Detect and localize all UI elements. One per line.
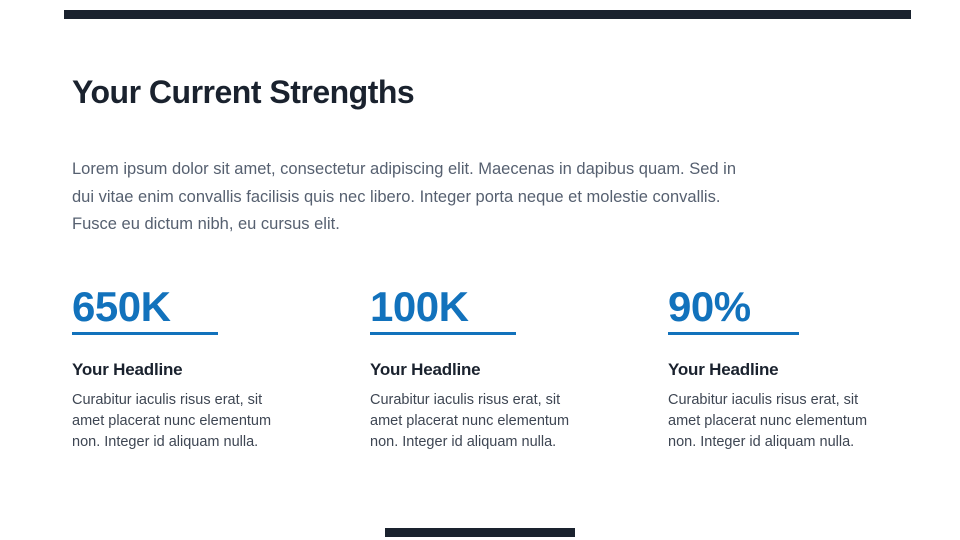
bottom-accent-bar <box>385 528 575 537</box>
stat-column <box>668 283 900 453</box>
stat-value: 90% <box>668 286 799 335</box>
stat-body-line: amet placerat nunc elementum <box>72 413 272 429</box>
stat-body-line: amet placerat nunc elementum <box>370 413 570 429</box>
stat-value: 100K <box>370 286 516 335</box>
stat-value: 650K <box>72 286 218 335</box>
intro-paragraph <box>72 156 882 239</box>
intro-line: Fusce eu dictum nibh, eu cursus elit. <box>72 215 340 233</box>
stat-body <box>370 390 602 453</box>
top-accent-bar <box>64 10 911 19</box>
stat-body-line: Curabitur iaculis risus erat, sit <box>72 392 263 408</box>
stat-column <box>370 283 602 453</box>
stat-headline: Your Headline <box>72 360 183 379</box>
stat-body-line: Curabitur iaculis risus erat, sit <box>370 392 561 408</box>
stats-row <box>72 283 900 453</box>
intro-line: dui vitae enim convallis facilisis quis nec libero. Integer porta neque et molestie convallis. <box>72 187 721 206</box>
stat-column <box>72 283 304 453</box>
stat-body-line: non. Integer id aliquam nulla. <box>370 434 557 450</box>
intro-line: Lorem ipsum dolor sit amet, consectetur adipiscing elit. Maecenas in dapibus quam. Sed in <box>72 160 737 178</box>
stat-headline: Your Headline <box>668 360 779 379</box>
stat-body <box>668 390 900 453</box>
stat-body-line: non. Integer id aliquam nulla. <box>72 434 259 450</box>
stat-body-line: Curabitur iaculis risus erat, sit <box>668 392 859 408</box>
stat-headline: Your Headline <box>370 360 481 379</box>
slide-title: Your Current Strengths <box>72 74 415 110</box>
stat-body-line: amet placerat nunc elementum <box>668 413 868 429</box>
stat-body-line: non. Integer id aliquam nulla. <box>668 434 855 450</box>
stat-body <box>72 390 304 453</box>
